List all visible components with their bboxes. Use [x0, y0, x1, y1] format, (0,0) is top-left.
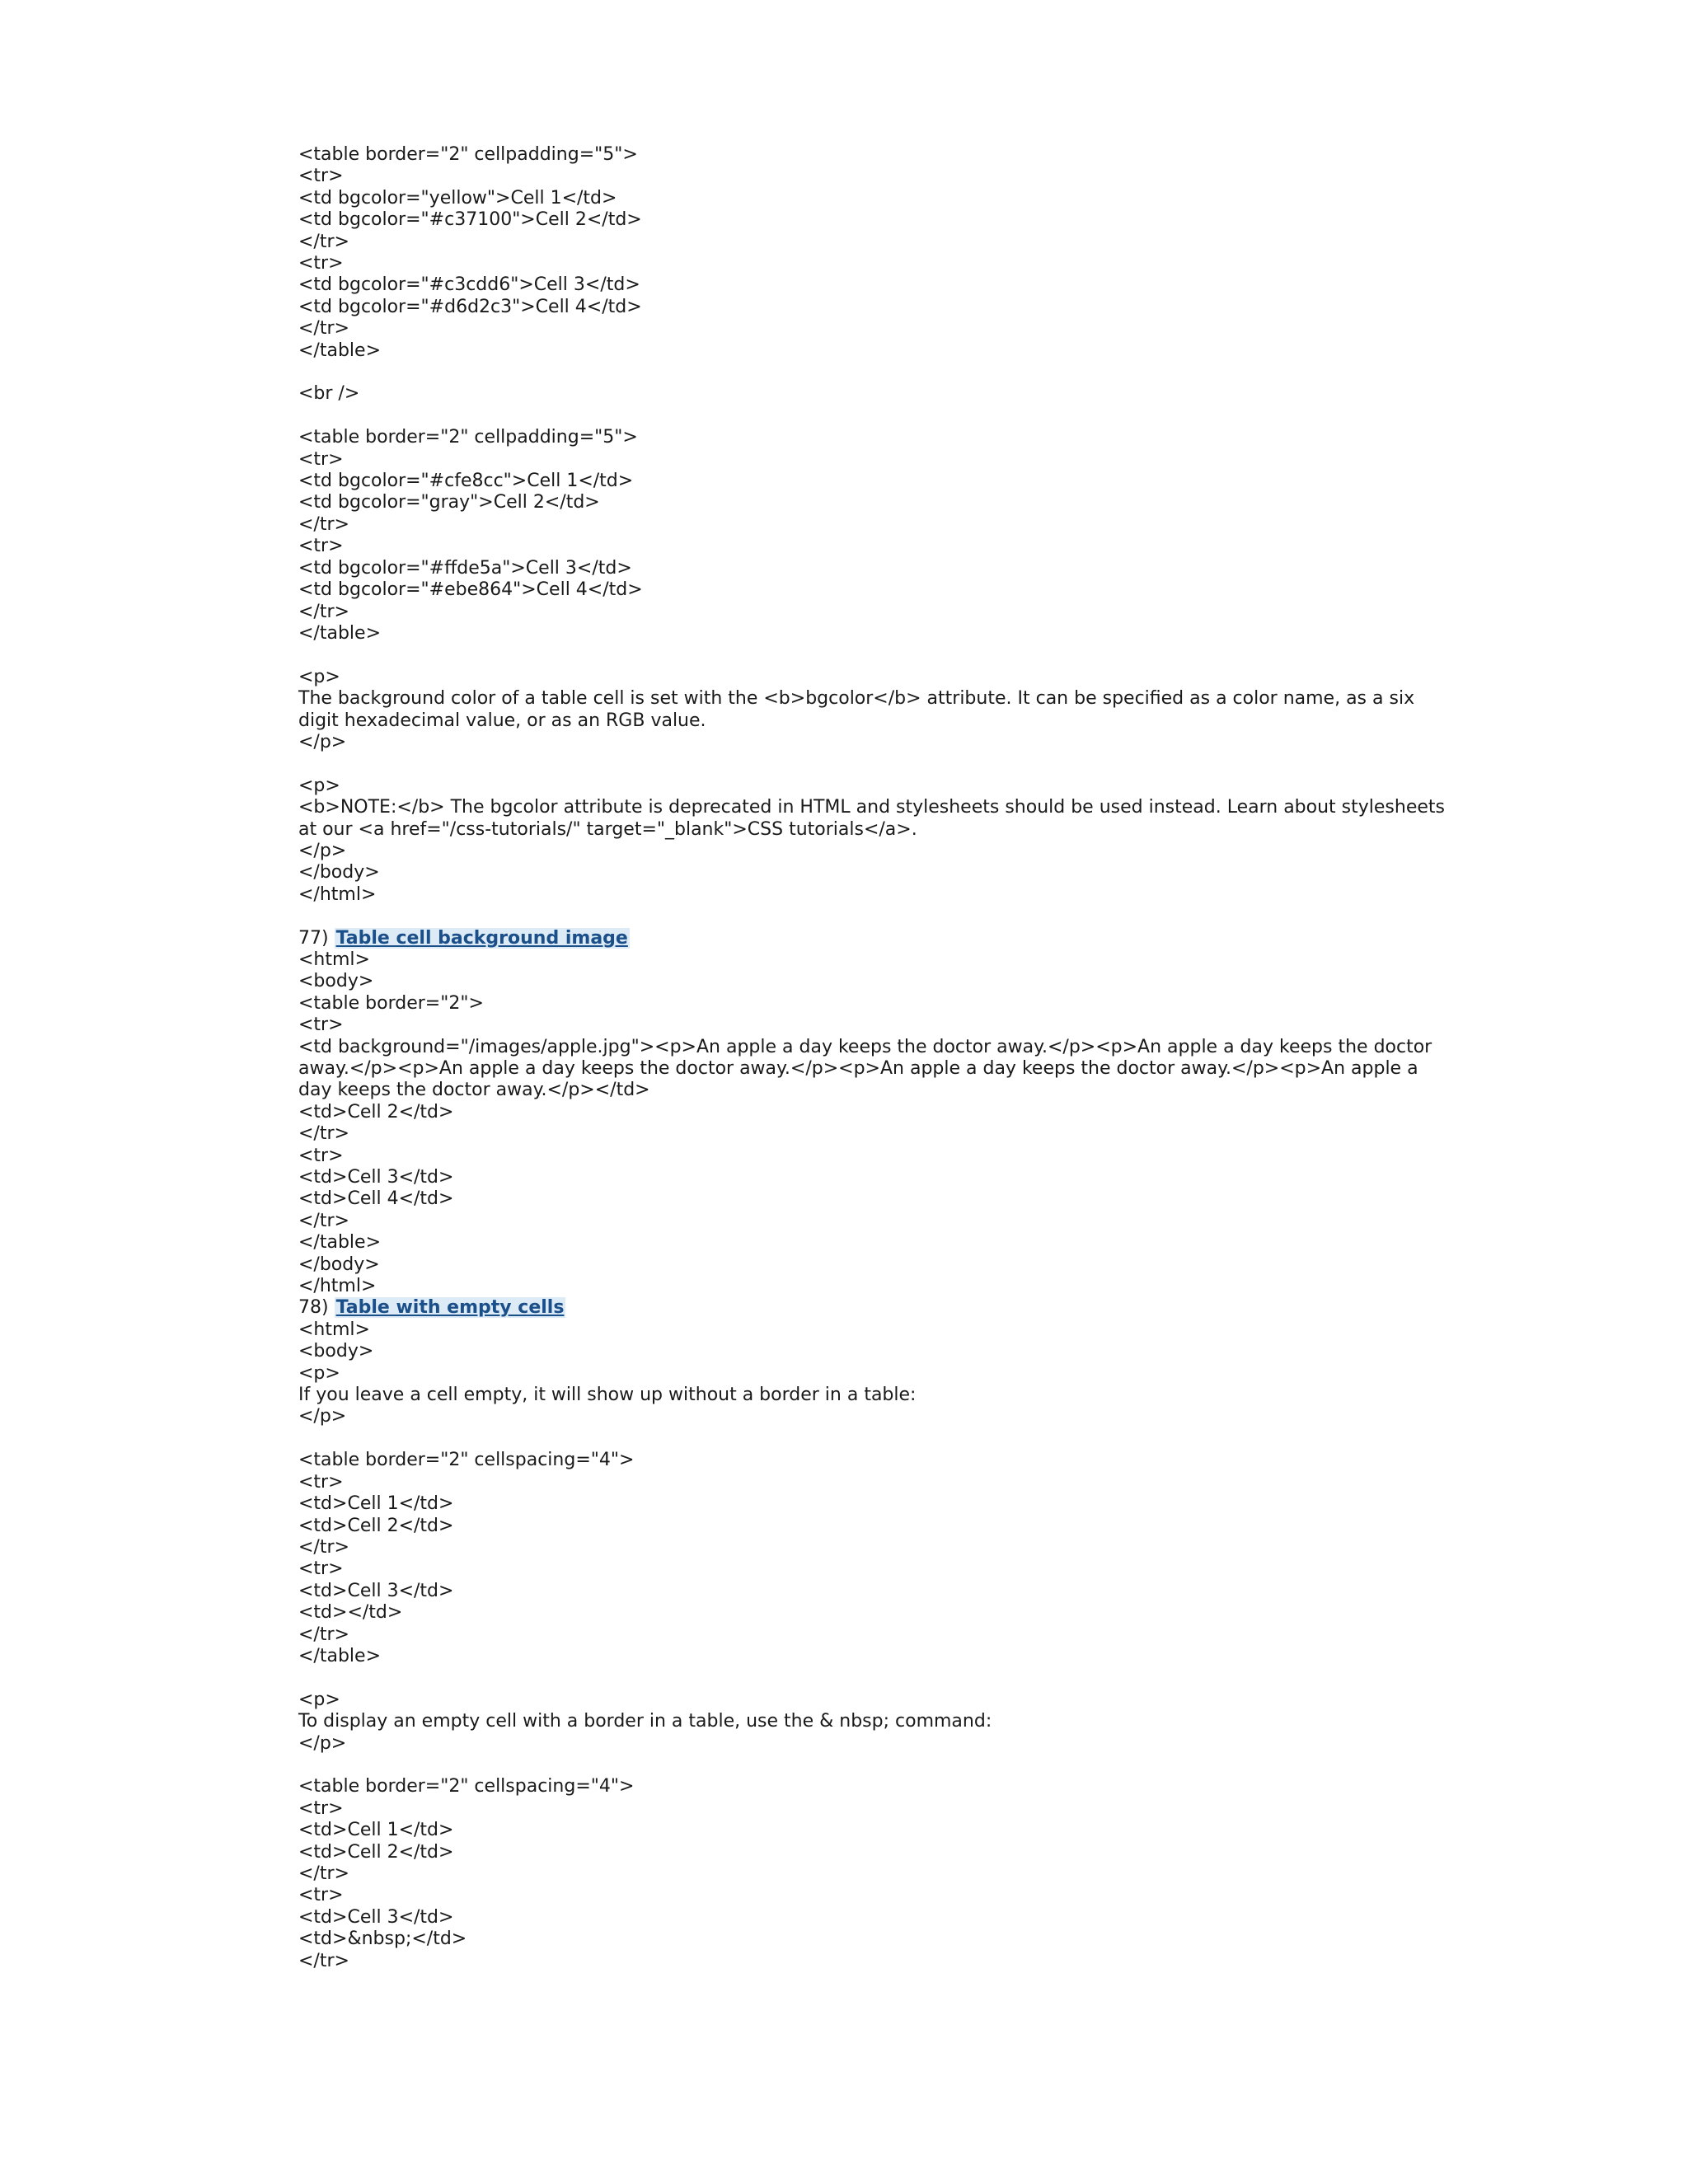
- code-line: <td bgcolor="yellow">Cell 1</td>: [298, 187, 617, 209]
- code-line: <td>Cell 3</td>: [298, 1167, 454, 1188]
- code-line: <p>: [298, 1362, 340, 1384]
- code-line: <br />: [298, 383, 360, 405]
- code-line: <tr>: [298, 448, 344, 470]
- code-line: <html>: [298, 949, 370, 970]
- blank-line: [298, 362, 1452, 383]
- code-line: <td bgcolor="#c3cdd6">Cell 3</td>: [298, 274, 640, 296]
- code-line: <table border="2" cellspacing="4">: [298, 1450, 635, 1471]
- code-line: <table border="2" cellpadding="5">: [298, 427, 638, 448]
- code-line: </tr>: [298, 318, 349, 340]
- code-line: <td bgcolor="#cfe8cc">Cell 1</td>: [298, 471, 634, 492]
- code-line: <body>: [298, 1341, 374, 1362]
- code-line: </tr>: [298, 1210, 349, 1231]
- code-line: <tr>: [298, 253, 344, 274]
- code-line: </tr>: [298, 1624, 349, 1645]
- code-line: <tr>: [298, 1471, 344, 1493]
- section-number: 77): [298, 927, 335, 949]
- code-line: <p>: [298, 1689, 340, 1710]
- code-line: </table>: [298, 1232, 381, 1254]
- code-line: <td>Cell 3</td>: [298, 1580, 454, 1601]
- blank-line: [298, 1667, 1452, 1689]
- code-line: <td>Cell 2</td>: [298, 1101, 454, 1122]
- code-line: <td bgcolor="#ebe864">Cell 4</td>: [298, 579, 643, 601]
- code-line: </tr>: [298, 513, 349, 535]
- section-title-link[interactable]: Table with empty cells: [335, 1297, 565, 1319]
- code-line: </table>: [298, 622, 381, 644]
- code-line: </tr>: [298, 1863, 349, 1884]
- code-line: <td>Cell 2</td>: [298, 1841, 454, 1863]
- code-line: <td bgcolor="#d6d2c3">Cell 4</td>: [298, 296, 642, 317]
- section-number: 78): [298, 1297, 335, 1319]
- code-line: </table>: [298, 1645, 381, 1666]
- code-line: </table>: [298, 340, 381, 361]
- code-line: </tr>: [298, 1536, 349, 1558]
- code-line: <html>: [298, 1319, 370, 1340]
- blank-line: [298, 644, 1452, 666]
- code-line: </p>: [298, 1732, 347, 1754]
- code-line: <tr>: [298, 536, 344, 557]
- code-line: <tr>: [298, 1015, 344, 1036]
- code-line: <td></td>: [298, 1602, 403, 1624]
- code-line: <td>Cell 1</td>: [298, 1493, 454, 1515]
- blank-line: [298, 906, 1452, 927]
- code-line: To display an empty cell with a border in a table, use the & nbsp; command:: [298, 1711, 992, 1732]
- blank-line: [298, 1755, 1452, 1776]
- code-line: </html>: [298, 1276, 377, 1297]
- code-line: <td background="/images/apple.jpg"><p>An apple a day keeps the doctor away.</p><p>An apple a day keeps the doctor away.</p><p>An apple a day keeps the doctor away.</p><p>An apple a day keeps the doctor away.</p><p>An apple a day keeps the doctor away.</p></td>: [298, 1036, 1438, 1101]
- code-line: <table border="2" cellpadding="5">: [298, 144, 638, 165]
- code-line: <td>Cell 3</td>: [298, 1906, 454, 1928]
- code-line: </p>: [298, 731, 347, 752]
- code-line: <tr>: [298, 1558, 344, 1580]
- code-line: <td>Cell 1</td>: [298, 1820, 454, 1841]
- code-line: <tr>: [298, 166, 344, 187]
- code-line: <p>: [298, 666, 340, 687]
- code-line: The background color of a table cell is set with the <b>bgcolor</b> attribute. It can be specified as a color name, as a six digit hexadecimal value, or as an RGB value.: [298, 688, 1421, 731]
- blank-line: [298, 1428, 1452, 1450]
- code-line: </body>: [298, 1254, 380, 1275]
- code-line: </p>: [298, 1406, 347, 1427]
- code-line: <td bgcolor="#ffde5a">Cell 3</td>: [298, 557, 632, 579]
- code-line: </p>: [298, 840, 347, 861]
- section-title-link[interactable]: Table cell background image: [335, 927, 628, 949]
- section-heading: [298, 928, 1452, 949]
- document-body: [298, 144, 1452, 1972]
- code-line: </html>: [298, 883, 377, 905]
- code-line: <tr>: [298, 1145, 344, 1166]
- code-line: <td>&nbsp;</td>: [298, 1929, 467, 1950]
- code-line: <table border="2" cellspacing="4">: [298, 1776, 635, 1797]
- code-line: <td bgcolor="#c37100">Cell 2</td>: [298, 209, 642, 231]
- code-line: <tr>: [298, 1885, 344, 1906]
- blank-line: [298, 753, 1452, 775]
- blank-line: [298, 405, 1452, 427]
- code-line: <td>Cell 4</td>: [298, 1188, 454, 1210]
- code-line: </tr>: [298, 1123, 349, 1145]
- section-heading: [298, 1297, 1452, 1319]
- code-line: <table border="2">: [298, 992, 484, 1014]
- code-line: </tr>: [298, 601, 349, 622]
- code-line: <td>Cell 2</td>: [298, 1515, 454, 1536]
- code-line: <p>: [298, 775, 340, 796]
- code-line: <b>NOTE:</b> The bgcolor attribute is deprecated in HTML and stylesheets should be used instead. Learn about stylesheets at our <a href="/css-tutorials/" target="_blank">CSS tutorials</a>.: [298, 797, 1451, 840]
- code-line: If you leave a cell empty, it will show up without a border in a table:: [298, 1385, 917, 1406]
- code-line: <body>: [298, 971, 374, 992]
- code-line: <tr>: [298, 1797, 344, 1819]
- code-line: </tr>: [298, 1950, 349, 1971]
- code-line: <td bgcolor="gray">Cell 2</td>: [298, 492, 600, 513]
- code-line: </body>: [298, 862, 380, 883]
- code-line: </tr>: [298, 231, 349, 252]
